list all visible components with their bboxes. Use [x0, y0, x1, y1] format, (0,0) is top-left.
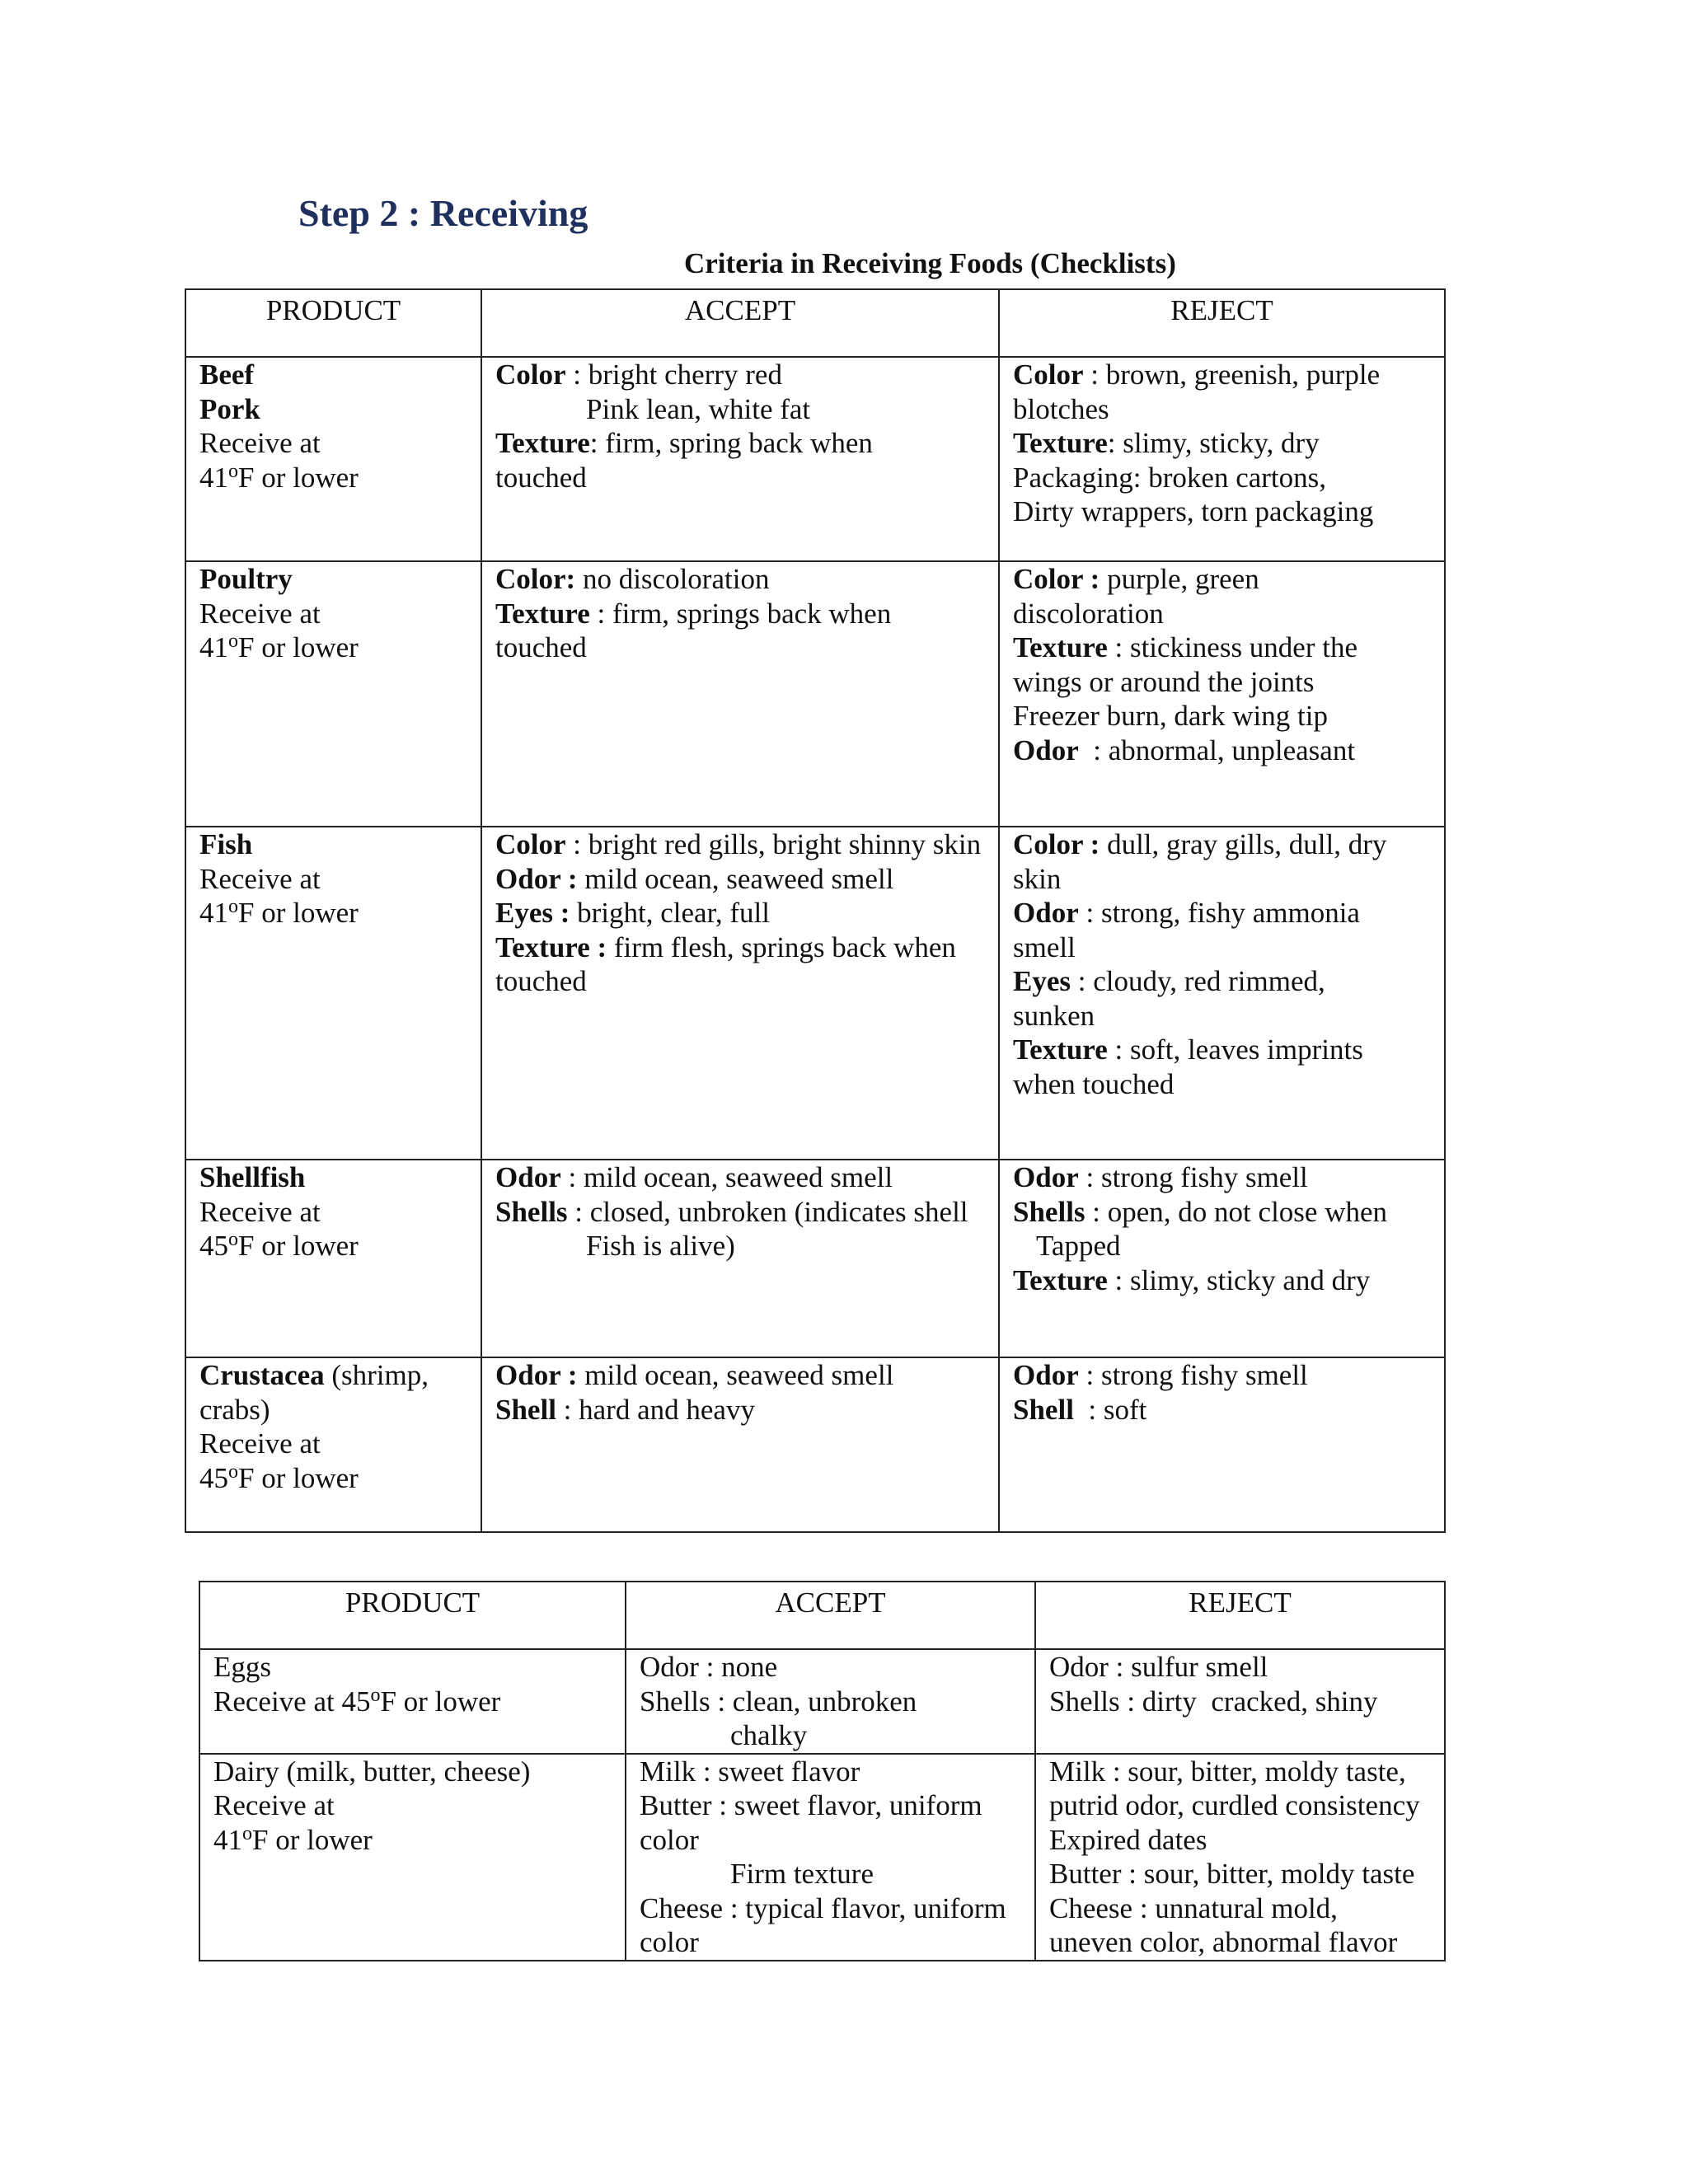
accept-cell: Color : bright cherry red Pink lean, white fat Texture: firm, spring back when touched — [481, 357, 999, 561]
reject-cell: Odor : strong fishy smell Shells : open, do not close when Tapped Texture : slimy, sticky and dry — [999, 1160, 1445, 1357]
reject-cell: Odor : strong fishy smell Shell : soft — [999, 1357, 1445, 1532]
product-cell: Poultry Receive at 41$^o$F or lower — [185, 561, 481, 827]
product-cell: Eggs Receive at 45$^o$F or lower — [199, 1649, 626, 1754]
header-product: PRODUCT — [199, 1582, 626, 1649]
table-header-row — [199, 1582, 1445, 1649]
product-name-fish: Fish — [199, 828, 253, 860]
receive-label: Receive at — [199, 427, 321, 459]
reject-cell: Odor : sulfur smell Shells : dirty cracked, shiny — [1035, 1649, 1445, 1754]
page-title: Step 2 : Receiving — [298, 192, 588, 234]
eggs-dairy-table — [199, 1581, 1446, 1961]
product-name-pork: Pork — [199, 392, 260, 425]
header-reject: REJECT — [1035, 1582, 1445, 1649]
reject-cell: Milk : sour, bitter, moldy taste, putrid odor, curdled consistency Expired dates Butter : sour, bitter, moldy taste Cheese : unnatural mold, uneven color, abnormal flavor — [1035, 1754, 1445, 1961]
header-product: PRODUCT — [185, 289, 481, 357]
table-row-poultry — [185, 561, 1445, 827]
receive-temp: 41$^o$F or lower — [199, 460, 359, 494]
accept-cell: Color: no discoloration Texture : firm, springs back when touched — [481, 561, 999, 827]
table-row-crustacea — [185, 1357, 1445, 1532]
accept-cell: Milk : sweet flavor Butter : sweet flavor, uniform color Firm texture Cheese : typical flavor, uniform color — [626, 1754, 1035, 1961]
accept-cell: Color : bright red gills, bright shinny skin Odor : mild ocean, seaweed smell Eyes : bright, clear, full Texture : firm flesh, springs back when touched — [481, 827, 999, 1160]
product-cell: Crustacea (shrimp, crabs) Receive at 45$^o$F or lower — [185, 1357, 481, 1532]
accept-cell: Odor : mild ocean, seaweed smell Shells : closed, unbroken (indicates shell Fish is alive) — [481, 1160, 999, 1357]
product-name-crustacea: Crustacea — [199, 1359, 325, 1391]
product-cell — [185, 357, 481, 561]
table-row-shellfish — [185, 1160, 1445, 1357]
product-name-eggs: Eggs — [213, 1651, 271, 1683]
reject-cell: Color : purple, green discoloration Texture : stickiness under the wings or around the joints Freezer burn, dark wing tip Odor : abnormal, unpleasant — [999, 561, 1445, 827]
receiving-criteria-table — [185, 288, 1446, 1533]
accept-cell: Odor : none Shells : clean, unbroken chalky — [626, 1649, 1035, 1754]
table-row-dairy — [199, 1754, 1445, 1961]
table-row-beef-pork — [185, 357, 1445, 561]
product-cell: Fish Receive at 41$^o$F or lower — [185, 827, 481, 1160]
header-reject: REJECT — [999, 289, 1445, 357]
table-caption: Criteria in Receiving Foods (Checklists) — [684, 247, 1176, 279]
table-row-fish — [185, 827, 1445, 1160]
reject-cell: Color : brown, greenish, purple blotches Texture: slimy, sticky, dry Packaging: broken cartons, Dirty wrappers, torn packaging — [999, 357, 1445, 561]
header-accept: ACCEPT — [626, 1582, 1035, 1649]
product-name-beef: Beef — [199, 359, 255, 391]
table-row-eggs — [199, 1649, 1445, 1754]
accept-cell: Odor : mild ocean, seaweed smell Shell : hard and heavy — [481, 1357, 999, 1532]
product-name-poultry: Poultry — [199, 563, 293, 595]
product-name-shellfish: Shellfish — [199, 1161, 306, 1193]
product-name-dairy: Dairy (milk, butter, cheese) — [213, 1755, 531, 1788]
product-cell: Dairy (milk, butter, cheese) Receive at 41$^o$F or lower — [199, 1754, 626, 1961]
reject-cell: Color : dull, gray gills, dull, dry skin Odor : strong, fishy ammonia smell Eyes : cloudy, red rimmed, sunken Texture : soft, leaves imprints when touched — [999, 827, 1445, 1160]
header-accept: ACCEPT — [481, 289, 999, 357]
product-cell: Shellfish Receive at 45$^o$F or lower — [185, 1160, 481, 1357]
table-header-row — [185, 289, 1445, 357]
